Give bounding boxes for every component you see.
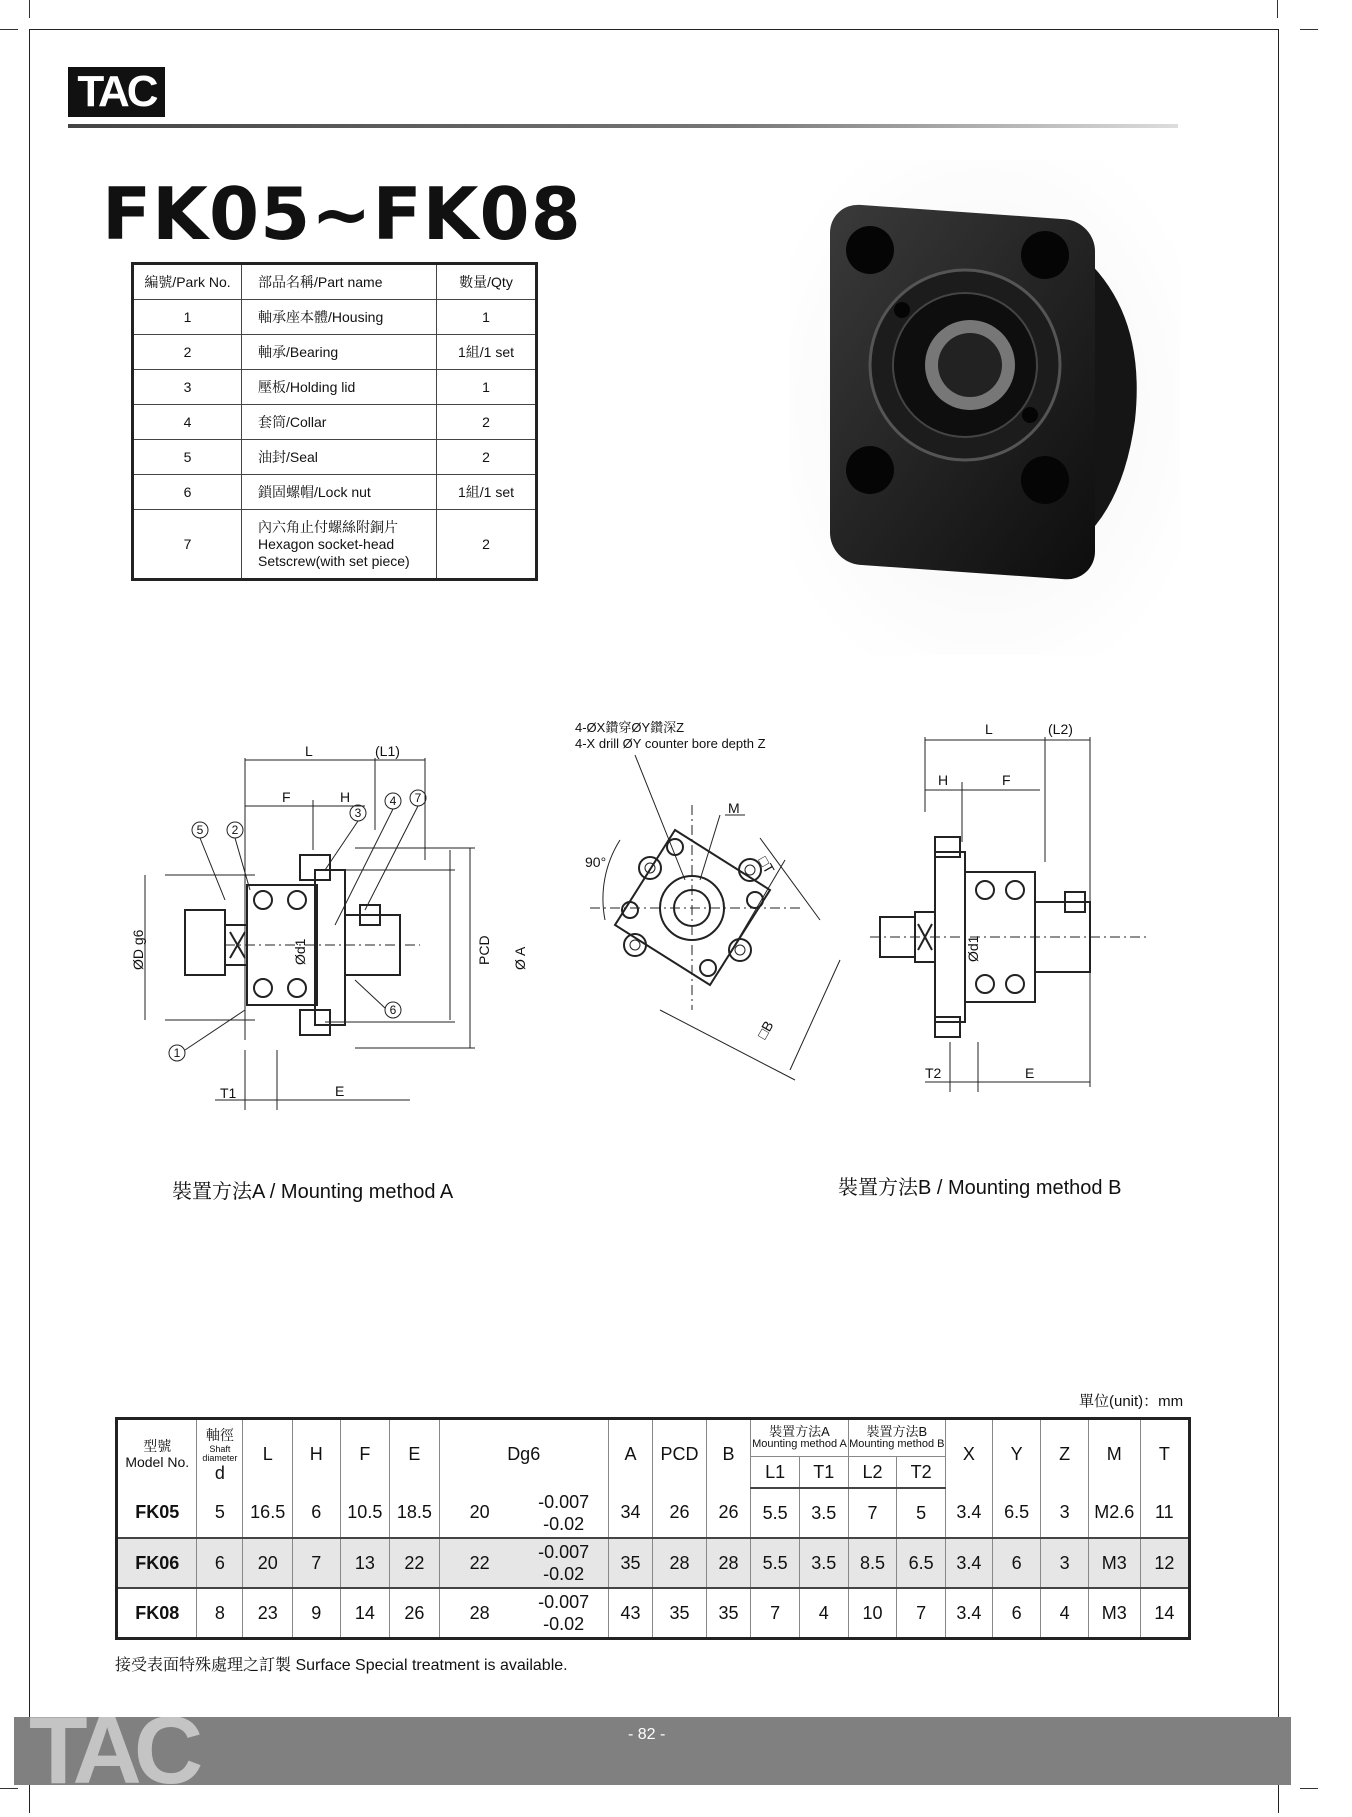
part-name-line: Setscrew(with set piece) (258, 552, 410, 569)
header-part-no: 編號/Park No. (133, 264, 242, 300)
page-title: FK05~FK08 (102, 172, 582, 256)
cell-E: 22 (390, 1538, 440, 1588)
part-name (242, 510, 437, 580)
product-photo (790, 160, 1180, 655)
label-T: □T (755, 853, 778, 877)
parts-row (133, 370, 537, 405)
part-no: 7 (133, 510, 242, 580)
cell-Y: 6 (992, 1588, 1041, 1639)
header-Z: Z (1041, 1419, 1088, 1489)
parts-table (131, 262, 538, 581)
cell-L: 23 (243, 1588, 293, 1639)
cell-L2: 10 (848, 1588, 897, 1639)
drawing-front-view (560, 720, 850, 1110)
cell-X: 3.4 (945, 1538, 992, 1588)
spec-row (117, 1538, 1190, 1588)
cell-H: 9 (293, 1588, 341, 1639)
parts-header-row (133, 264, 537, 300)
header-method-a-en: Mounting method A (752, 1438, 847, 1450)
label-E: E (1025, 1065, 1035, 1081)
cell-tolerance (520, 1588, 609, 1639)
parts-row (133, 335, 537, 370)
label-angle: 90° (585, 854, 607, 870)
header-method-b (848, 1419, 945, 1457)
cell-d: 8 (197, 1588, 243, 1639)
part-name: 軸承/Bearing (242, 335, 437, 370)
parts-row (133, 440, 537, 475)
cell-Z: 3 (1041, 1488, 1088, 1538)
tolerance-lower: -0.02 (543, 1614, 585, 1634)
header-L: L (243, 1419, 293, 1489)
header-PCD: PCD (653, 1419, 707, 1489)
header-L1: L1 (751, 1457, 800, 1489)
spec-row (117, 1488, 1190, 1538)
drawing-method-a (125, 720, 565, 1140)
callout-6: 6 (389, 1003, 397, 1017)
caption-method-a: 裝置方法A / Mounting method A (172, 1181, 454, 1203)
surface-note: 接受表面特殊處理之訂製 Surface Special treatment is available. (115, 1657, 568, 1674)
part-qty: 2 (437, 510, 537, 580)
label-T2: T2 (925, 1065, 942, 1081)
cell-model: FK08 (117, 1588, 197, 1639)
part-name: 鎖固螺帽/Lock nut (242, 475, 437, 510)
parts-row (133, 510, 537, 580)
unit-label (1079, 1390, 1183, 1411)
label-T1: T1 (220, 1085, 237, 1101)
cell-Dg6: 22 (439, 1538, 519, 1588)
note-drill-en: 4-X drill ØY counter bore depth Z (575, 736, 766, 751)
cell-E: 18.5 (390, 1488, 440, 1538)
tolerance-lower: -0.02 (543, 1513, 585, 1534)
tolerance-upper: -0.007 (538, 1491, 590, 1512)
cell-T2: 5 (897, 1488, 946, 1538)
cell-Z: 4 (1041, 1588, 1088, 1639)
cell-F: 13 (340, 1538, 390, 1588)
callout-2: 2 (231, 823, 239, 837)
tac-logo: TAC (68, 67, 165, 117)
part-qty: 1 (437, 370, 537, 405)
callout-1: 1 (173, 1046, 181, 1060)
part-name-line: 內六角止付螺絲附銅片 (258, 518, 398, 535)
label-L: L (985, 721, 993, 737)
crop-mark (29, 0, 30, 18)
callout-7: 7 (414, 791, 422, 805)
tolerance-upper: -0.007 (538, 1542, 590, 1562)
label-F: F (1002, 772, 1011, 788)
cell-E: 26 (390, 1588, 440, 1639)
part-qty: 1 (437, 300, 537, 335)
cell-B: 26 (706, 1488, 751, 1538)
cell-Y: 6.5 (992, 1488, 1041, 1538)
cell-Dg6: 20 (439, 1488, 519, 1538)
cell-Y: 6 (992, 1538, 1041, 1588)
cell-PCD: 35 (653, 1588, 707, 1639)
note-drill-zh: 4-ØX鑽穿ØY鑽深Z (575, 720, 685, 735)
cell-A: 34 (608, 1488, 653, 1538)
header-T: T (1158, 1443, 1170, 1464)
part-no: 5 (133, 440, 242, 475)
part-no: 1 (133, 300, 242, 335)
cell-d: 6 (197, 1538, 243, 1588)
cell-A: 43 (608, 1588, 653, 1639)
spec-header-row (117, 1419, 1190, 1457)
header-T1: T1 (799, 1457, 848, 1489)
part-qty: 1組/1 set (437, 475, 537, 510)
header-d-en: Shaft (209, 1443, 231, 1454)
header-model-zh: 型號 (143, 1438, 172, 1454)
header-Y: Y (992, 1419, 1041, 1489)
callout-5: 5 (196, 823, 204, 837)
part-qty: 2 (437, 405, 537, 440)
part-qty: 2 (437, 440, 537, 475)
unit-label-text: 單位(unit)：mm (1079, 1393, 1184, 1410)
part-no: 2 (133, 335, 242, 370)
cell-F: 10.5 (340, 1488, 390, 1538)
label-H: H (340, 789, 351, 805)
cell-T1: 3.5 (799, 1488, 848, 1538)
cell-X: 3.4 (945, 1488, 992, 1538)
part-name: 套筒/Collar (242, 405, 437, 440)
header-method-a-zh: 裝置方法A (769, 1424, 830, 1439)
cell-T1: 4 (799, 1588, 848, 1639)
header-B: B (706, 1419, 751, 1489)
cell-T: 12 (1140, 1538, 1189, 1588)
cell-H: 7 (293, 1538, 341, 1588)
cell-H: 6 (293, 1488, 341, 1538)
header-L2: L2 (848, 1457, 897, 1489)
cell-B: 35 (706, 1588, 751, 1639)
label-L: L (305, 743, 313, 759)
part-no: 3 (133, 370, 242, 405)
label-d1: Ød1 (292, 938, 308, 965)
header-model-en: Model No. (125, 1454, 190, 1470)
cell-tolerance (520, 1538, 609, 1588)
tolerance-upper: -0.007 (538, 1592, 590, 1612)
cell-L1: 5.5 (751, 1538, 800, 1588)
label-M: M (728, 800, 740, 816)
cell-L: 20 (243, 1538, 293, 1588)
cell-F: 14 (340, 1588, 390, 1639)
header-d-zh: 軸徑 (205, 1426, 234, 1443)
cell-M: M3 (1088, 1538, 1140, 1588)
part-no: 6 (133, 475, 242, 510)
crop-mark (0, 1788, 18, 1789)
header-d (197, 1419, 243, 1489)
label-E: E (335, 1083, 345, 1099)
label-A: Ø A (512, 946, 528, 970)
header-M: M (1088, 1419, 1140, 1489)
header-X: X (945, 1419, 992, 1489)
caption-method-b: 裝置方法B / Mounting method B (838, 1177, 1122, 1199)
callout-3: 3 (354, 806, 362, 820)
header-E: E (390, 1419, 440, 1489)
cell-T2: 6.5 (897, 1538, 946, 1588)
header-d-symbol: d (214, 1462, 225, 1483)
cell-d: 5 (197, 1488, 243, 1538)
cell-T2: 7 (897, 1588, 946, 1639)
cell-model: FK06 (117, 1538, 197, 1588)
label-PCD: PCD (476, 935, 492, 965)
label-L2: (L2) (1048, 721, 1073, 737)
cell-B: 28 (706, 1538, 751, 1588)
cell-M: M2.6 (1088, 1488, 1140, 1538)
part-qty: 1組/1 set (437, 335, 537, 370)
cell-model: FK05 (117, 1488, 197, 1538)
crop-mark (0, 29, 18, 30)
header-F: F (340, 1419, 390, 1489)
cell-Dg6: 28 (439, 1588, 519, 1639)
cell-T: 11 (1140, 1488, 1189, 1538)
drawing-method-b (850, 712, 1160, 1112)
header-Dg6: Dg6 (439, 1419, 608, 1489)
cell-PCD: 28 (653, 1538, 707, 1588)
cell-T1: 3.5 (799, 1538, 848, 1588)
header-d-en: diameter (202, 1452, 238, 1463)
part-name: 油封/Seal (242, 440, 437, 475)
header-T2: T2 (897, 1457, 946, 1489)
spec-table (115, 1417, 1191, 1640)
parts-row (133, 475, 537, 510)
header-method-b-en: Mounting method B (849, 1438, 945, 1450)
label-H: H (938, 772, 949, 788)
parts-row (133, 405, 537, 440)
spec-row (117, 1588, 1190, 1639)
tolerance-lower: -0.02 (543, 1564, 585, 1584)
part-name: 壓板/Holding lid (242, 370, 437, 405)
label-L1: (L1) (375, 743, 400, 759)
label-B: □B (753, 1018, 777, 1042)
cell-L2: 8.5 (848, 1538, 897, 1588)
part-name-line: Hexagon socket-head (258, 535, 395, 552)
header-part-name: 部品名稱/Part name (242, 264, 437, 300)
cell-L: 16.5 (243, 1488, 293, 1538)
label-d1: Ød1 (965, 935, 981, 962)
cell-L2: 7 (848, 1488, 897, 1538)
part-name: 軸承座本體/Housing (242, 300, 437, 335)
part-no: 4 (133, 405, 242, 440)
header-A: A (608, 1419, 653, 1489)
header-model (117, 1419, 197, 1489)
header-method-b-zh: 裝置方法B (866, 1424, 928, 1439)
cell-PCD: 26 (653, 1488, 707, 1538)
header-method-a (751, 1419, 848, 1457)
header-H: H (293, 1419, 341, 1489)
crop-mark (1300, 29, 1318, 30)
header-qty: 數量/Qty (437, 264, 537, 300)
cell-L1: 5.5 (751, 1488, 800, 1538)
parts-row (133, 300, 537, 335)
cell-L1: 7 (751, 1588, 800, 1639)
cell-M: M3 (1088, 1588, 1140, 1639)
footer-logo: TAC (29, 1717, 196, 1785)
cell-X: 3.4 (945, 1588, 992, 1639)
cell-Z: 3 (1041, 1538, 1088, 1588)
label-F: F (282, 789, 291, 805)
cell-tolerance (520, 1488, 609, 1538)
cell-A: 35 (608, 1538, 653, 1588)
header-rule (68, 124, 1178, 128)
cell-T: 14 (1140, 1588, 1189, 1639)
label-Dg6: ØD g6 (130, 929, 146, 970)
crop-mark (1277, 0, 1278, 18)
page-number: - 82 - (628, 1726, 666, 1743)
callout-4: 4 (389, 794, 397, 808)
crop-mark (1300, 1788, 1318, 1789)
